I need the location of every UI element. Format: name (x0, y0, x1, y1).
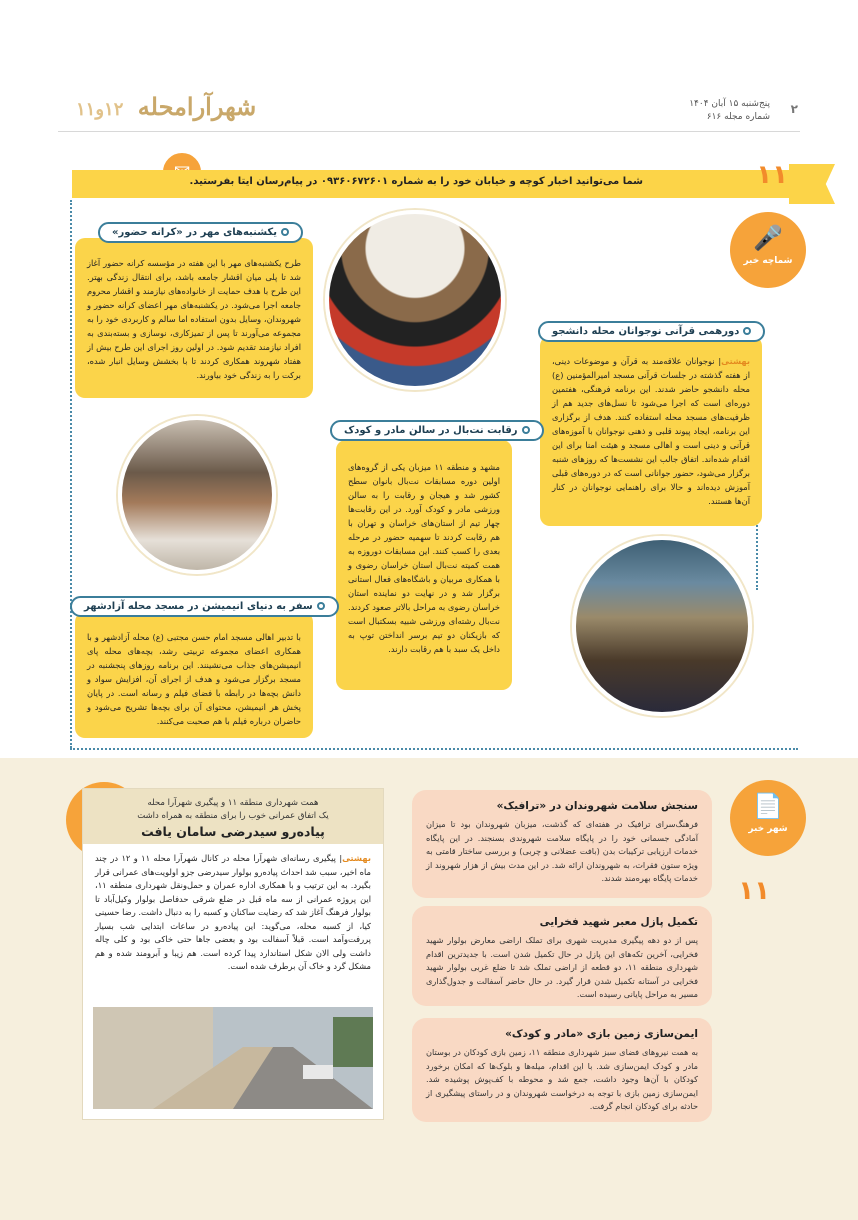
netball-photo (325, 210, 505, 390)
page-number: ۲ (790, 102, 798, 116)
playground-body: به همت نیروهای فضای سبز شهرداری منطقه ۱۱، زمین بازی کودکان در بوستان مادر و کودک ایمن‌سازی شد. با این اقدام، میله‌ها و بلوک‌ها که امکان برخورد کودکان با آن‌ها وجود داشت، جمع شد و محوطه با کف‌پوش پوشیده شد. ایمن‌سازی زمین بازی با توجه به درخواست شهروندان و در راستای پیشگیری از حادثه برای کودکان انجام گرفت. (426, 1047, 698, 1111)
issue-info (689, 98, 770, 124)
bullet-icon (522, 426, 530, 434)
walkway-photo (93, 1007, 373, 1109)
sundays-title-text: یکشنبه‌های مهر در «کرانه حضور» (112, 227, 277, 238)
bullet-icon (281, 228, 289, 236)
divider-line-left (70, 200, 72, 748)
news-traffic (412, 790, 712, 898)
feedback-header (83, 789, 383, 844)
animation-body: با تدبیر اهالی مسجد امام حسن مجتبی (ع) محله آزادشهر و با همکاری اعضای مجموعه تربیتی رشد، بچه‌های محله پای انیمیشن‌های جذاب می‌نشینند. این برنامه روزهای پنجشنبه در مسجد برگزار می‌شود و هدف از اجرای آن، افزایش سواد و دانش بچه‌ها در رابطه با فضای فیلم و رسانه است. در پایان پخش هر انیمیشن، محتوای آن برای بچه‌ها تشریح می‌شود و حاضران درباره فیلم با هم صحبت می‌کنند. (87, 632, 301, 726)
quran-title-text: دورهمی قرآنی نوجوانان محله دانشجو (552, 326, 740, 337)
banner-text: شما می‌توانید اخبار کوچه و خیابان خود را به شماره ۰۹۳۶۰۶۷۲۶۰۱ در پیام‌رسان ایتا بفرستید. (189, 176, 643, 187)
date-line: پنج‌شنبه ۱۵ آبان ۱۴۰۴ (689, 99, 770, 109)
masthead-title: شهرآرامحله (137, 92, 257, 121)
netball-card (336, 440, 512, 690)
submission-banner (72, 170, 793, 198)
news-shahid (412, 906, 712, 1006)
walkway-body (83, 844, 383, 982)
bullet-icon (743, 327, 751, 335)
news-playground (412, 1018, 712, 1122)
microphone-icon: 🎤 (753, 224, 783, 252)
netball-title (330, 420, 544, 441)
animation-title (70, 596, 339, 617)
sundays-card (75, 238, 313, 398)
street-illustration (93, 1007, 373, 1109)
page-header (58, 92, 800, 132)
traffic-body: فرهنگ‌سرای ترافیک در هفته‌ای که گذشت، میزبان شهروندان بود تا میزان آمادگی جسمانی خود را در پایگاه سلامت شهروندی بسنجند. در این پایگاه خدمات ارزیابی ترکیبات بدن (بافت عضلانی و چربی) و بررسی ساختار قامتی به ویژه ستون فقرات، به شهروندان ارائه شد. در این مدت بیش از هزار شهروند از خدمات پایگاه بهره‌مند شدند. (426, 819, 698, 883)
walkway-kicker-2: یک اتفاق عمرانی خوب را برای منطقه به همراه داشت (137, 811, 329, 821)
region-number-bottom: ۱۱ (738, 876, 770, 906)
quran-title (538, 321, 765, 342)
animation-title-text: سفر به دنیای انیمیشن در مسجد محله آزادشهر (84, 601, 313, 612)
walkway-lead: بهشتی (342, 853, 371, 863)
region-number-top: ۱۱ (756, 160, 788, 190)
divider-line-bottom (70, 748, 798, 750)
netball-body: مشهد و منطقه ۱۱ میزبان یکی از گروه‌های اولین دوره مسابقات نت‌بال بانوان سطح کشور شد و هیجان و رقابت را به سالن ورزشی مادر و کودک آورد. در این رقابت‌ها چهار تیم از استان‌های خراسان و تهران با هم رقابت کردند تا سهمیه حضور در مرحله بعدی را کسب کنند. این مسابقات دوروزه به همت کمیته نت‌بال استان خراسان رضوی و با همکاری مربیان و باشگاه‌های فعال استانی برگزار شد و در نهایت دو نماینده استان خراسان رضوی به مراحل بالاتر صعود کردند. نت‌بال رشته‌ای ورزشی شبیه بسکتبال است که بازیکنان دو تیم برسر انداختن توپ به داخل یک سبد با هم رقابت دارند. (348, 462, 501, 654)
mosque-photo (572, 536, 752, 716)
badge-neighborhood-label: شماچه خبر (743, 256, 793, 266)
quran-lead: بهشتی (721, 356, 750, 366)
shahid-title: تکمیل پازل معبر شهید فخرایی (539, 916, 698, 928)
playground-title: ایمن‌سازی زمین بازی «مادر و کودک» (505, 1028, 698, 1040)
quran-body (552, 354, 750, 508)
masthead-logo (76, 92, 256, 121)
badge-city-news (730, 780, 806, 856)
feedback-panel (82, 788, 384, 1120)
traffic-title: سنجش سلامت شهروندان در «ترافیک» (496, 800, 698, 812)
masthead-number: ۱۲و۱۱ (76, 99, 124, 120)
quran-card (540, 336, 762, 526)
quran-text: | نوجوانان علاقه‌مند به قرآن و موضوعات دینی، از هفته گذشته در جلسات قرآنی مسجد امیرالمؤمنین (ع) محله دانشجو حاضر شدند. این برنامه فرهنگی، هفتمین دوره‌ای است که اجرا می‌شود تا نسل‌های جدید هم از ظرفیت‌های مسجد محله استفاده کنند. هدف از برگزاری این برنامه، ایجاد پیوند قلبی و ذهنی نوجوانان با آموزه‌های قرآنی و دینی است و اهالی مسجد و هیئت امنا برای این اقدام شده‌اند. اتفاق جالب این نشست‌ها که روزهای شنبه برگزار می‌شود، حضور جوانانی است که در دوره‌های قبلی آموزش دیده‌اند و حالا برای راهنمایی نوجوانان در کنار آن‌ها هستند. (552, 356, 750, 506)
walkway-text: | پیگیری رسانه‌ای شهرآرا محله در کانال شهرآرا محله ۱۱ و ۱۲ در چند ماه اخیر، سبب شد احداث پیاده‌رو بولوار سیدرضی جزو اولویت‌های عمرانی قرار بگیرد. به این ترتیب و با همکاری اداره عمران و حمل‌ونقل شهرداری منطقه ۱۱، این پروژه عمرانی از سه ماه قبل در ضلع شرقی حدفاصل بولوار وکیل‌آباد تا بولوار فرهنگ آغاز شد که رضایت ساکنان و کسبه را به دنبال داشت. رضا حسینی کیا، از کسبه محله، می‌گوید: این پیاده‌رو در ساعات ابتدایی شب بسیار پررفت‌وآمد است. قبلاً آسفالت بود و بعضی جاها حتی خاکی بود و کلی چاله داشت ولی الان شکل استاندارد پیدا کرده است. هم زیبا و آبرومند شده و هم مشکل گرد و خاک آن برطرف شده است. (95, 853, 371, 971)
issue-line: شماره مجله ۶۱۶ (706, 112, 770, 122)
badge-neighborhood (730, 212, 806, 288)
bullet-icon (317, 602, 325, 610)
walkway-title: پیاده‌رو سیدرضی سامان یافت (141, 824, 325, 839)
shahid-body: پس از دو دهه پیگیری مدیریت شهری برای تملک اراضی معارض بولوار شهید فخرایی، آخرین تکه‌های این پازل در حال تکمیل شدن است. با جدیدترین اقدام شهرداری منطقه ۱۱، دو قطعه از اراضی تملک شد تا ضلع غربی بولوار شهید فخرایی در آستانه تکمیل شدن قرار گیرد. در حال حاضر آسفالت و جدول‌گذاری مسیر به مراحل پایانی رسیده است. (426, 935, 698, 999)
animation-card (75, 612, 313, 738)
document-icon: 📄 (753, 792, 783, 820)
banner-tip (789, 164, 835, 204)
sundays-body: طرح یکشنبه‌های مهر با این هفته در مؤسسه کرانه حضور آغاز شد تا پلی میان اقشار جامعه باشد، برای انتقال زندگی بهتر. این طرح با هدف حمایت از خانواده‌های نیازمند و اقشار محروم جامعه اجرا می‌شود. در یکشنبه‌های مهر اعضای کرانه حضور و شهروندان، وسایل بدون استفاده اما سالم و کاربردی خود را به مجموعه می‌آورند تا پس از تمیزکاری، نوسازی و بسته‌بندی به افراد نیازمند تقدیم شود. در اولین روز اجرای این طرح بیش از هفتاد شهروند همکاری کردند تا با بخشش وسایل انبار شده، برکت را به زندگی خود بیاورند. (87, 258, 301, 380)
sundays-title (98, 222, 303, 243)
donation-photo (118, 416, 276, 574)
walkway-kicker-1: همت شهرداری منطقه ۱۱ و پیگیری شهرآرا محله (147, 798, 319, 808)
netball-title-text: رقابت نت‌بال در سالن مادر و کودک (344, 425, 518, 436)
badge-city-news-label: شهر خبر (748, 824, 788, 834)
